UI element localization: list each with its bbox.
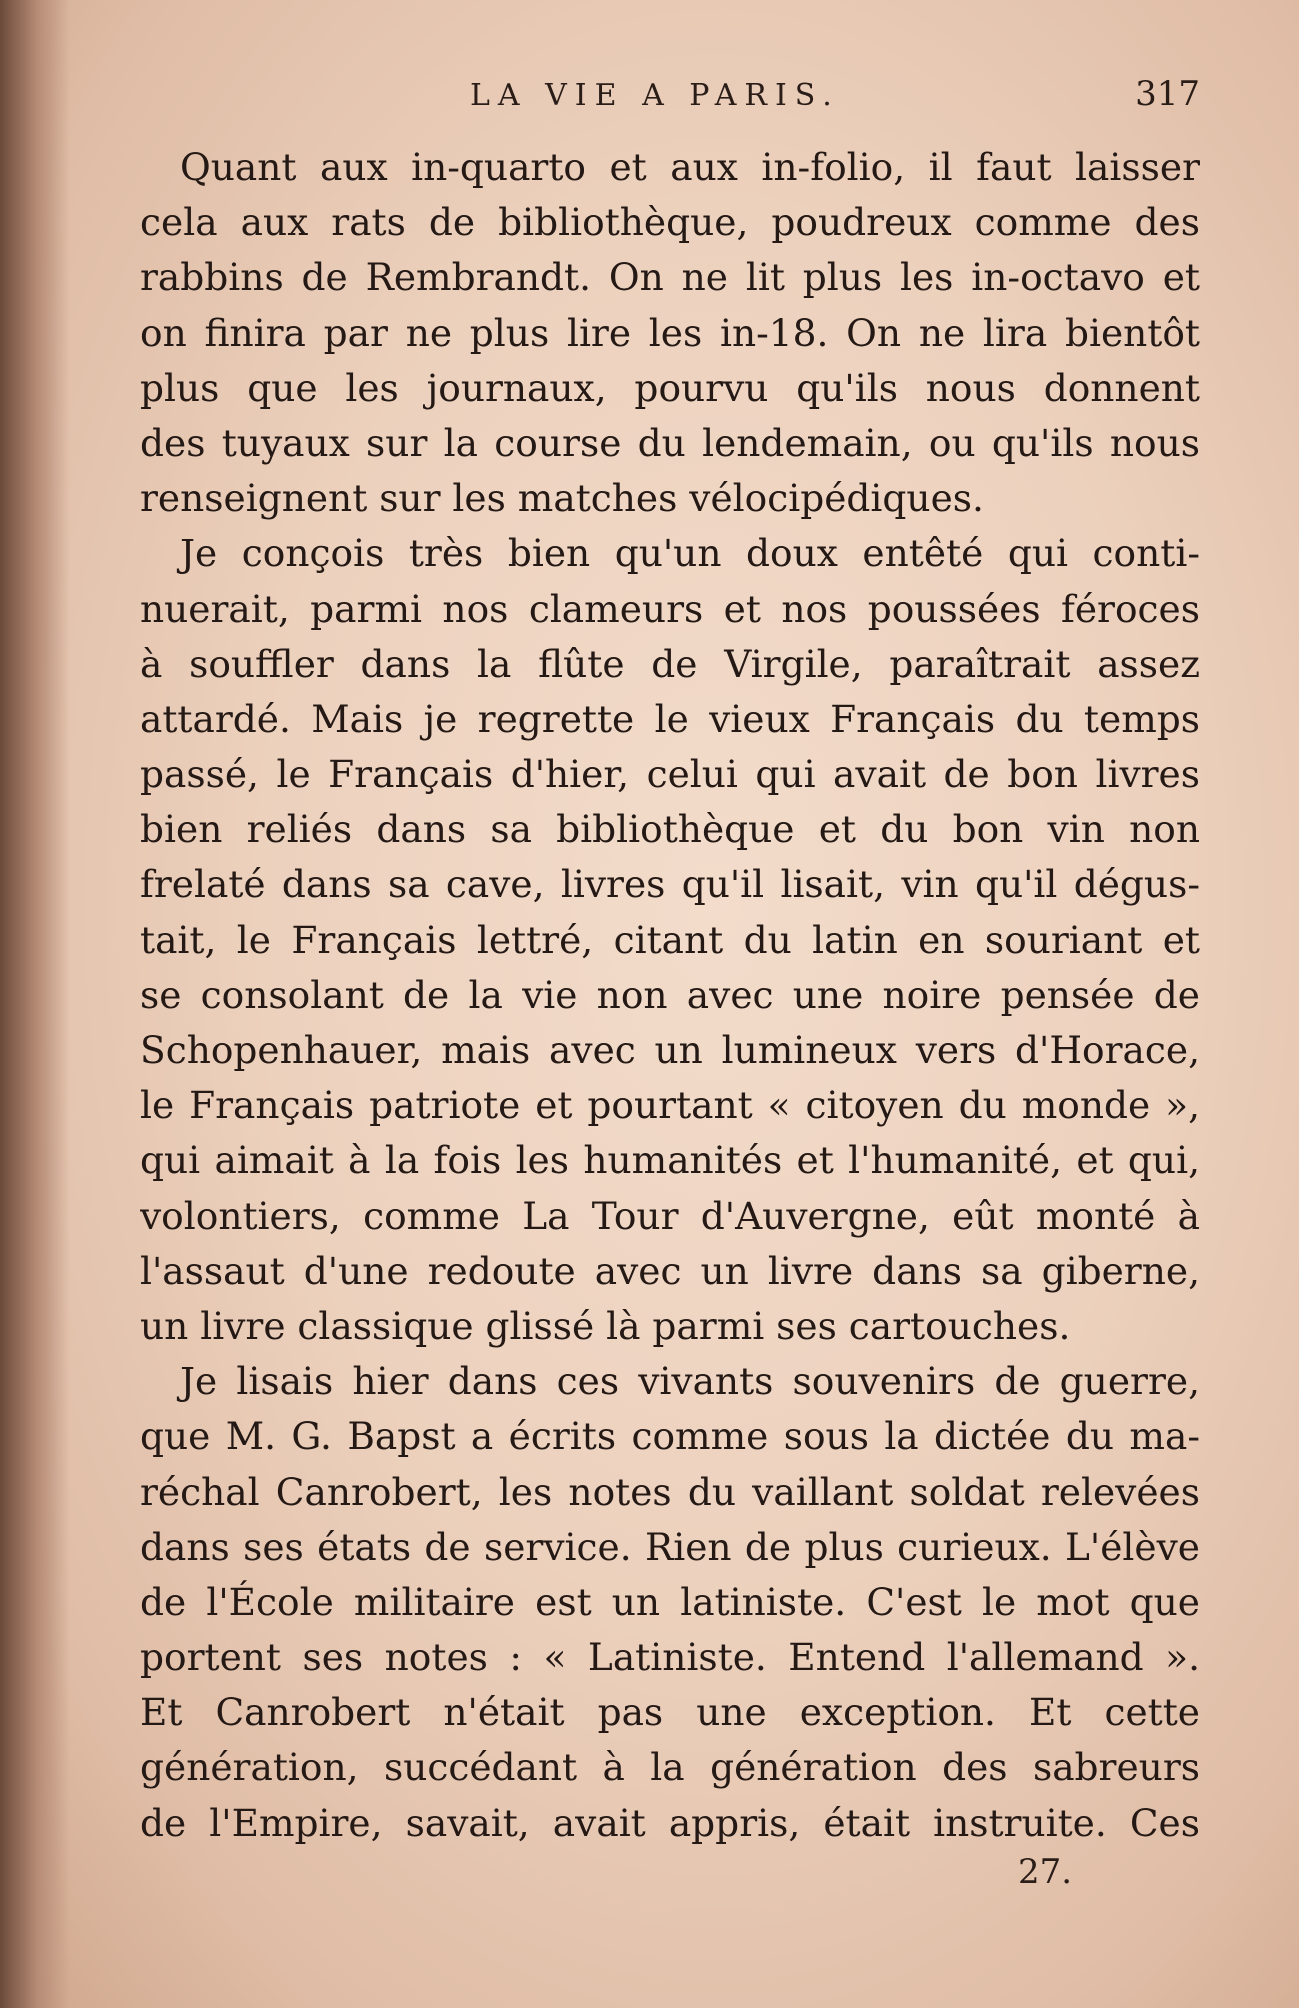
text-line: Je conçois très bien qu'un doux entêté qui conti- — [180, 531, 1200, 576]
text-line: de l'École militaire est un latiniste. C'est le mot que — [140, 1579, 1200, 1624]
text-line: on finira par ne plus lire les in-18. On ne lira bientôt — [140, 310, 1200, 355]
text-line: se consolant de la vie non avec une noire pensée de — [140, 972, 1200, 1017]
text-line: bien reliés dans sa bibliothèque et du bon vin non — [140, 807, 1200, 852]
text-line: Schopenhauer, mais avec un lumineux vers d'Horace, — [140, 1028, 1200, 1072]
text-line: plus que les journaux, pourvu qu'ils nous donnent — [140, 365, 1200, 410]
text-line: dans ses états de service. Rien de plus curieux. L'élève — [140, 1524, 1200, 1569]
text-line: à souffler dans la flûte de Virgile, paraîtrait assez — [140, 641, 1200, 686]
page-header — [140, 74, 1200, 128]
text-line: rabbins de Rembrandt. On ne lit plus les in-octavo et — [140, 255, 1200, 300]
text-line: génération, succédant à la génération des sabreurs — [140, 1745, 1200, 1790]
text-line: passé, le Français d'hier, celui qui avait de bon livres — [140, 752, 1200, 797]
text-line: volontiers, comme La Tour d'Auvergne, eût monté à — [140, 1193, 1200, 1238]
running-title: LA VIE A PARIS. — [470, 78, 840, 113]
text-line: que M. G. Bapst a écrits comme sous la dictée du ma- — [140, 1414, 1200, 1459]
text-line: frelaté dans sa cave, livres qu'il lisait, vin qu'il dégus- — [140, 862, 1200, 907]
text-line: tait, le Français lettré, citant du latin en souriant et — [140, 917, 1200, 962]
text-line: des tuyaux sur la course du lendemain, ou qu'ils nous — [140, 420, 1200, 465]
book-spine-shadow — [0, 0, 70, 2008]
text-line: Je lisais hier dans ces vivants souvenirs de guerre, — [180, 1359, 1200, 1404]
text-line: qui aimait à la fois les humanités et l'humanité, et qui, — [140, 1138, 1200, 1183]
page-number: 317 — [1135, 74, 1200, 114]
text-line: portent ses notes : « Latiniste. Entend l'allemand ». — [140, 1635, 1200, 1680]
text-line: renseignent sur les matches vélocipédiques. — [140, 476, 984, 521]
text-line: cela aux rats de bibliothèque, poudreux comme des — [140, 200, 1200, 245]
text-line: Et Canrobert n'était pas une exception. Et cette — [140, 1690, 1200, 1735]
text-line: nuerait, parmi nos clameurs et nos poussées féroces — [140, 586, 1200, 631]
signature-mark: 27. — [1018, 1852, 1073, 1892]
text-line: de l'Empire, savait, avait appris, était instruite. Ces — [140, 1800, 1200, 1845]
text-line: un livre classique glissé là parmi ses cartouches. — [140, 1303, 1071, 1348]
body-text — [140, 140, 1200, 1851]
text-line: Quant aux in-quarto et aux in-folio, il faut laisser — [180, 145, 1200, 189]
text-line: l'assaut d'une redoute avec un livre dans sa giberne, — [140, 1248, 1200, 1293]
text-line: le Français patriote et pourtant « citoyen du monde », — [140, 1083, 1200, 1128]
text-line: attardé. Mais je regrette le vieux Français du temps — [140, 696, 1200, 741]
text-line: réchal Canrobert, les notes du vaillant soldat relevées — [140, 1469, 1200, 1514]
